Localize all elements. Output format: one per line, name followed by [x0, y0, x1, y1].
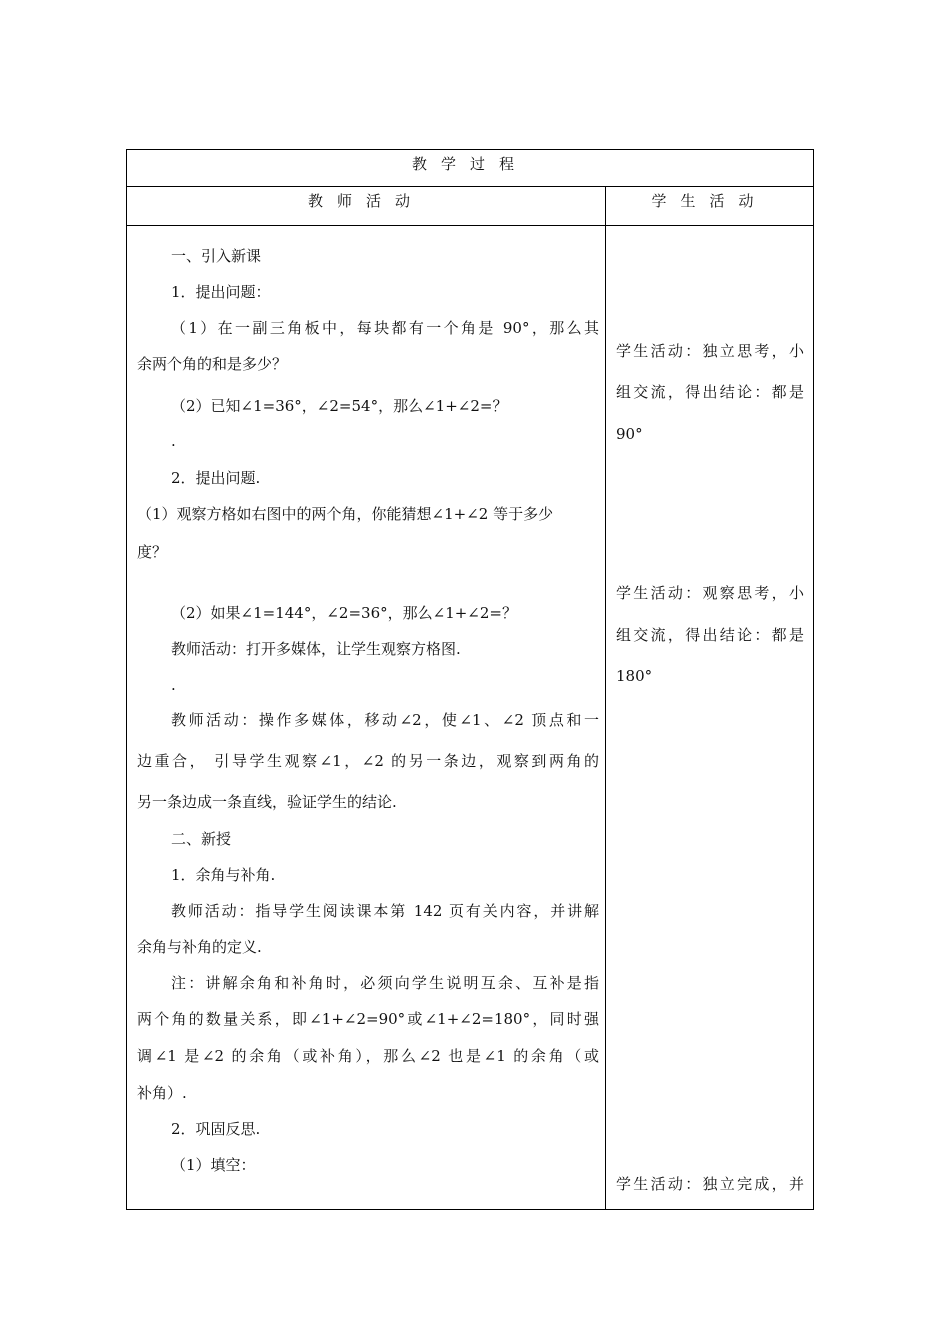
student-activity-header: 学生活动	[651, 192, 768, 210]
paragraph-line: 学生活动：观察思考，小	[616, 584, 804, 602]
paragraph-line: 180°	[616, 667, 653, 685]
table-header-row	[127, 187, 813, 226]
paragraph-line: 学生活动：独立完成，并	[616, 1175, 804, 1193]
paragraph-line: （1）在一副三角板中，每块都有一个角是 90°，那么其	[171, 319, 599, 337]
paragraph-line: 调∠1 是∠2 的余角（或补角），那么∠2 也是∠1 的余角（或	[137, 1047, 599, 1065]
lesson-process-table	[126, 149, 814, 1210]
paragraph-line: （2）如果∠1=144°，∠2=36°，那么∠1+∠2=？	[171, 604, 517, 622]
paragraph-line: 1．提出问题：	[171, 283, 271, 301]
paragraph-line: 1．余角与补角.	[171, 866, 276, 884]
student-activity-cell	[606, 226, 813, 1209]
teacher-activity-cell	[127, 226, 606, 1209]
paragraph-line: 度？	[137, 543, 168, 561]
paragraph-line: 教师活动：打开多媒体，让学生观察方格图.	[171, 640, 461, 658]
paragraph-line: 组交流，得出结论：都是	[616, 383, 804, 401]
paragraph-line: 余两个角的和是多少？	[137, 355, 288, 373]
paragraph-line: （1）填空：	[171, 1156, 256, 1174]
paragraph-line: 教师活动：操作多媒体，移动∠2，使∠1、∠2 顶点和一	[171, 711, 599, 729]
teacher-activity-header: 教师活动	[127, 187, 606, 225]
section-heading: 一、引入新课	[171, 247, 262, 265]
paragraph-line: 90°	[616, 425, 643, 443]
paragraph-line: 边重合， 引导学生观察∠1，∠2 的另一条边，观察到两角的	[137, 752, 599, 770]
paragraph-line: 注：讲解余角和补角时，必须向学生说明互余、互补是指	[171, 974, 599, 992]
table-title: 教学过程	[127, 150, 813, 187]
paragraph-line: 补角）.	[137, 1084, 187, 1102]
paragraph-line: 2．提出问题.	[171, 469, 261, 487]
paragraph-line: 另一条边成一条直线，验证学生的结论.	[137, 793, 397, 811]
paragraph-line: （1）观察方格如右图中的两个角，你能猜想∠1+∠2 等于多少	[137, 505, 554, 523]
paragraph-line: .	[171, 676, 176, 694]
paragraph-line: .	[171, 432, 176, 450]
paragraph-line: 学生活动：独立思考，小	[616, 342, 804, 360]
section-heading: 二、新授	[171, 830, 232, 848]
paragraph-line: 余角与补角的定义.	[137, 938, 262, 956]
paragraph-line: （2）已知∠1=36°，∠2=54°，那么∠1+∠2=？	[171, 397, 508, 415]
paragraph-line: 组交流，得出结论：都是	[616, 626, 804, 644]
paragraph-line: 教师活动：指导学生阅读课本第 142 页有关内容，并讲解	[171, 902, 599, 920]
paragraph-line: 2．巩固反思.	[171, 1120, 261, 1138]
paragraph-line: 两个角的数量关系，即∠1+∠2=90°或∠1+∠2=180°，同时强	[137, 1010, 599, 1028]
